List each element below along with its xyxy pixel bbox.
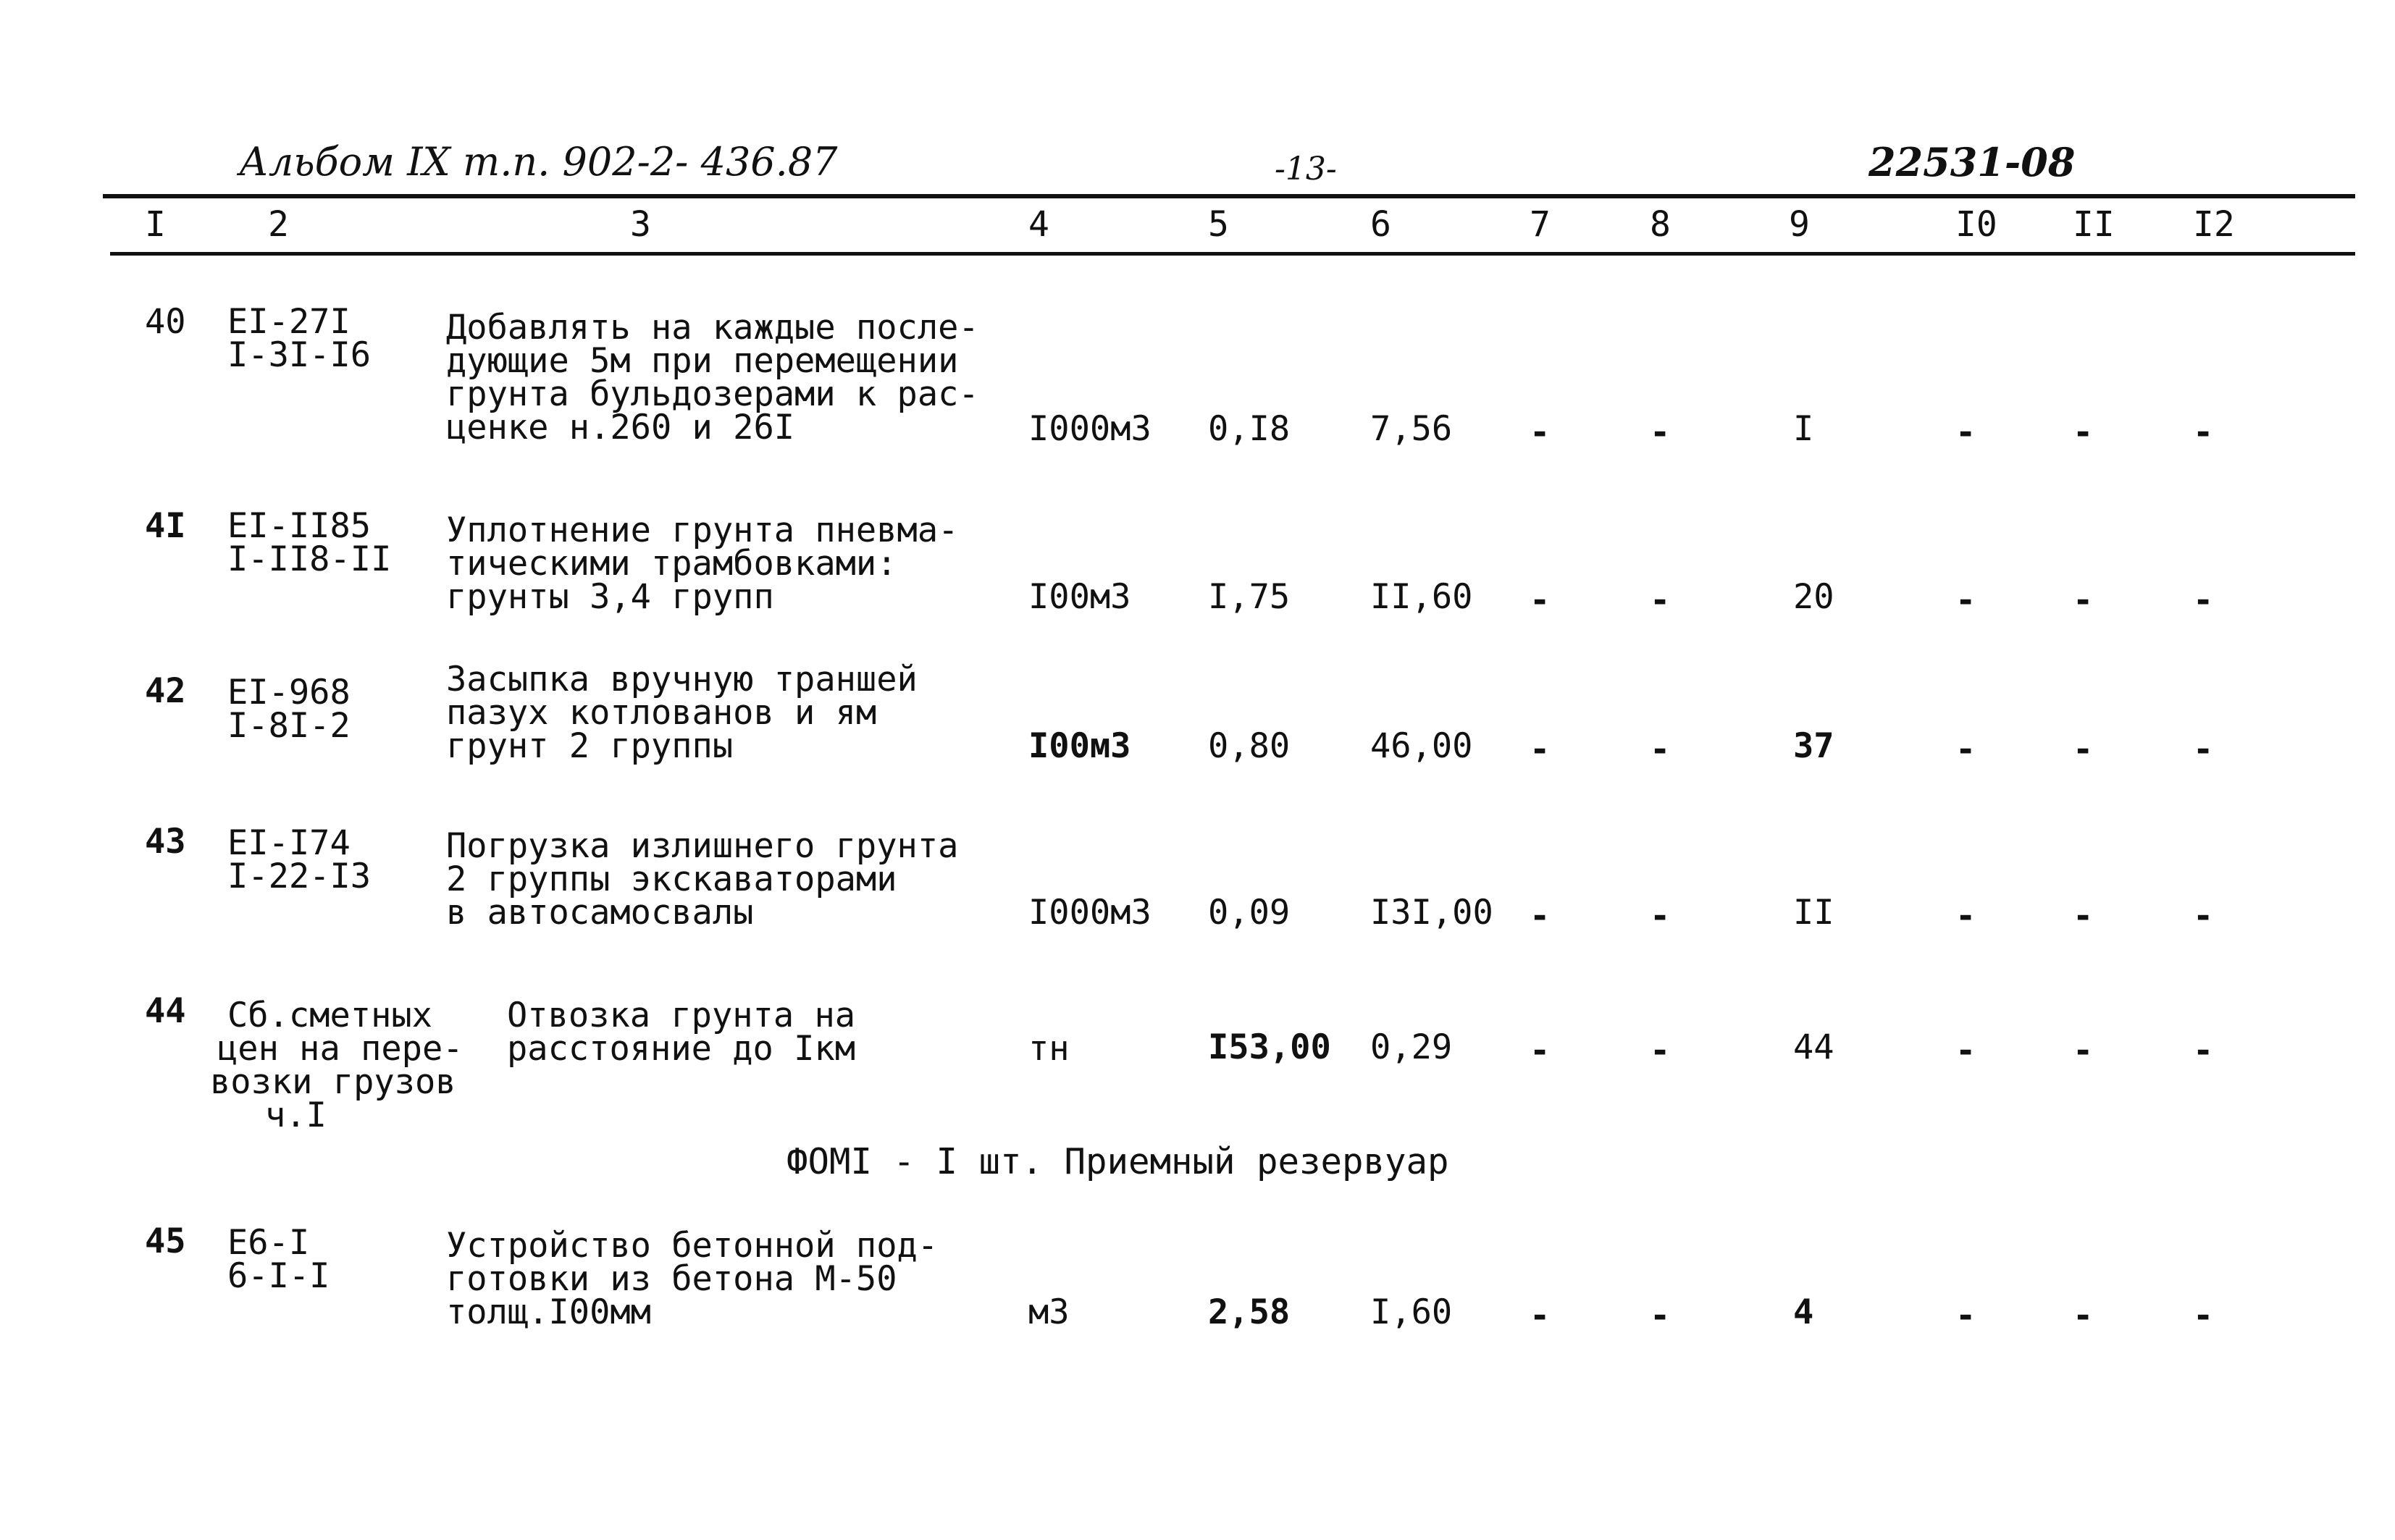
unit-price: 0,29 [1370, 1027, 1453, 1067]
col-header-3: 3 [630, 204, 651, 245]
col12-value: - [2193, 1031, 2214, 1071]
col9-value: 20 [1793, 577, 1834, 617]
work-description: расстояние до Iкм [507, 1029, 856, 1069]
work-description: Погрузка излишнего грунта [446, 826, 959, 866]
row-number: 43 [145, 822, 186, 862]
norm-code: I-8I-2 [227, 706, 351, 746]
work-description: Уплотнение грунта пневма- [446, 510, 959, 550]
col11-value: - [2073, 413, 2094, 453]
col10-value: - [1955, 730, 1976, 770]
unit: I000м3 [1028, 893, 1152, 933]
norm-code: 6-I-I [227, 1256, 330, 1296]
col7-value: - [1530, 1031, 1551, 1071]
norm-code: I-22-I3 [227, 857, 372, 896]
unit-price: II,60 [1370, 577, 1473, 617]
col12-value: - [2193, 730, 2214, 770]
col8-value: - [1650, 413, 1671, 453]
col7-value: - [1530, 730, 1551, 770]
unit-price: I,60 [1370, 1292, 1453, 1332]
col7-value: - [1530, 896, 1551, 936]
work-description: Отвозка грунта на [507, 996, 856, 1035]
work-description: в автосамосвалы [446, 893, 754, 933]
col-header-9: 9 [1789, 204, 1810, 245]
norm-code: I-II8-II [227, 539, 392, 579]
col11-value: - [2073, 730, 2094, 770]
unit: тн [1028, 1029, 1070, 1069]
work-description: дующие 5м при перемещении [446, 341, 959, 381]
col-header-1: I [145, 204, 166, 245]
col-header-11: II [2073, 204, 2115, 245]
col10-value: - [1955, 413, 1976, 453]
col8-value: - [1650, 1031, 1671, 1071]
col10-value: - [1955, 1031, 1976, 1071]
document-code: 22531-08 [1868, 139, 2076, 185]
row-number: 44 [145, 991, 186, 1031]
unit-price: I3I,00 [1370, 893, 1493, 933]
quantity: I,75 [1208, 577, 1291, 617]
row-number: 40 [145, 302, 186, 342]
norm-code: EI-I74 [227, 823, 351, 863]
unit-price: 7,56 [1370, 409, 1453, 449]
col8-value: - [1650, 1296, 1671, 1336]
work-description: пазух котлованов и ям [446, 693, 877, 733]
section-title: ФОМI - I шт. Приемный резервуар [787, 1141, 1449, 1182]
unit-price: 46,00 [1370, 726, 1473, 766]
work-description: Устройство бетонной под- [446, 1226, 939, 1266]
norm-code: ч.I [265, 1095, 327, 1135]
col12-value: - [2193, 413, 2214, 453]
col11-value: - [2073, 581, 2094, 620]
work-description: ценке н.260 и 26I [446, 408, 795, 447]
col10-value: - [1955, 581, 1976, 620]
unit: I00м3 [1028, 726, 1131, 766]
col-header-10: I0 [1955, 204, 1997, 245]
work-description: грунт 2 группы [446, 726, 734, 766]
row-number: 45 [145, 1221, 186, 1261]
header-bottom-rule [110, 252, 2355, 256]
row-number: 42 [145, 671, 186, 711]
norm-code: EI-II85 [227, 506, 372, 546]
unit: I000м3 [1028, 409, 1152, 449]
row-number: 4I [145, 506, 186, 546]
quantity: 0,I8 [1208, 409, 1291, 449]
col8-value: - [1650, 730, 1671, 770]
work-description: тическими трамбовками: [446, 544, 897, 584]
col11-value: - [2073, 1296, 2094, 1336]
col10-value: - [1955, 1296, 1976, 1336]
norm-code: Сб.сметных [227, 996, 432, 1035]
col9-value: 4 [1793, 1292, 1814, 1332]
col-header-2: 2 [268, 204, 289, 245]
col7-value: - [1530, 413, 1551, 453]
work-description: 2 группы экскаваторами [446, 859, 897, 899]
work-description: Засыпка вручную траншей [446, 660, 918, 699]
col-header-6: 6 [1370, 204, 1391, 245]
work-description: готовки из бетона М-50 [446, 1259, 897, 1299]
col12-value: - [2193, 896, 2214, 936]
quantity: 2,58 [1208, 1292, 1291, 1332]
col11-value: - [2073, 896, 2094, 936]
header-top-rule [103, 194, 2355, 198]
unit: I00м3 [1028, 577, 1131, 617]
norm-code: цен на пере- [217, 1029, 464, 1069]
norm-code: EI-27I [227, 302, 351, 342]
col7-value: - [1530, 581, 1551, 620]
col9-value: 44 [1793, 1027, 1834, 1067]
quantity: I53,00 [1208, 1027, 1331, 1067]
quantity: 0,80 [1208, 726, 1291, 766]
col12-value: - [2193, 581, 2214, 620]
work-description: Добавлять на каждые после- [446, 308, 979, 348]
col8-value: - [1650, 896, 1671, 936]
col7-value: - [1530, 1296, 1551, 1336]
col12-value: - [2193, 1296, 2214, 1336]
col11-value: - [2073, 1031, 2094, 1071]
album-reference: Альбом IX т.п. 902-2- 436.87 [239, 139, 838, 185]
work-description: грунта бульдозерами к рас- [446, 374, 979, 414]
work-description: грунты 3,4 групп [446, 577, 774, 617]
unit: м3 [1028, 1292, 1070, 1332]
quantity: 0,09 [1208, 893, 1291, 933]
col-header-12: I2 [2193, 204, 2235, 245]
col9-value: 37 [1793, 726, 1834, 766]
col9-value: II [1793, 893, 1834, 933]
norm-code: I-3I-I6 [227, 335, 372, 375]
page-number: -13- [1275, 151, 1337, 188]
col9-value: I [1793, 409, 1814, 449]
col-header-8: 8 [1650, 204, 1671, 245]
norm-code: E6-I [227, 1223, 310, 1263]
col-header-7: 7 [1530, 204, 1551, 245]
col-header-5: 5 [1208, 204, 1229, 245]
norm-code: возки грузов [210, 1062, 456, 1102]
col-header-4: 4 [1028, 204, 1049, 245]
work-description: толщ.I00мм [446, 1292, 651, 1332]
col10-value: - [1955, 896, 1976, 936]
col8-value: - [1650, 581, 1671, 620]
norm-code: EI-968 [227, 673, 351, 712]
